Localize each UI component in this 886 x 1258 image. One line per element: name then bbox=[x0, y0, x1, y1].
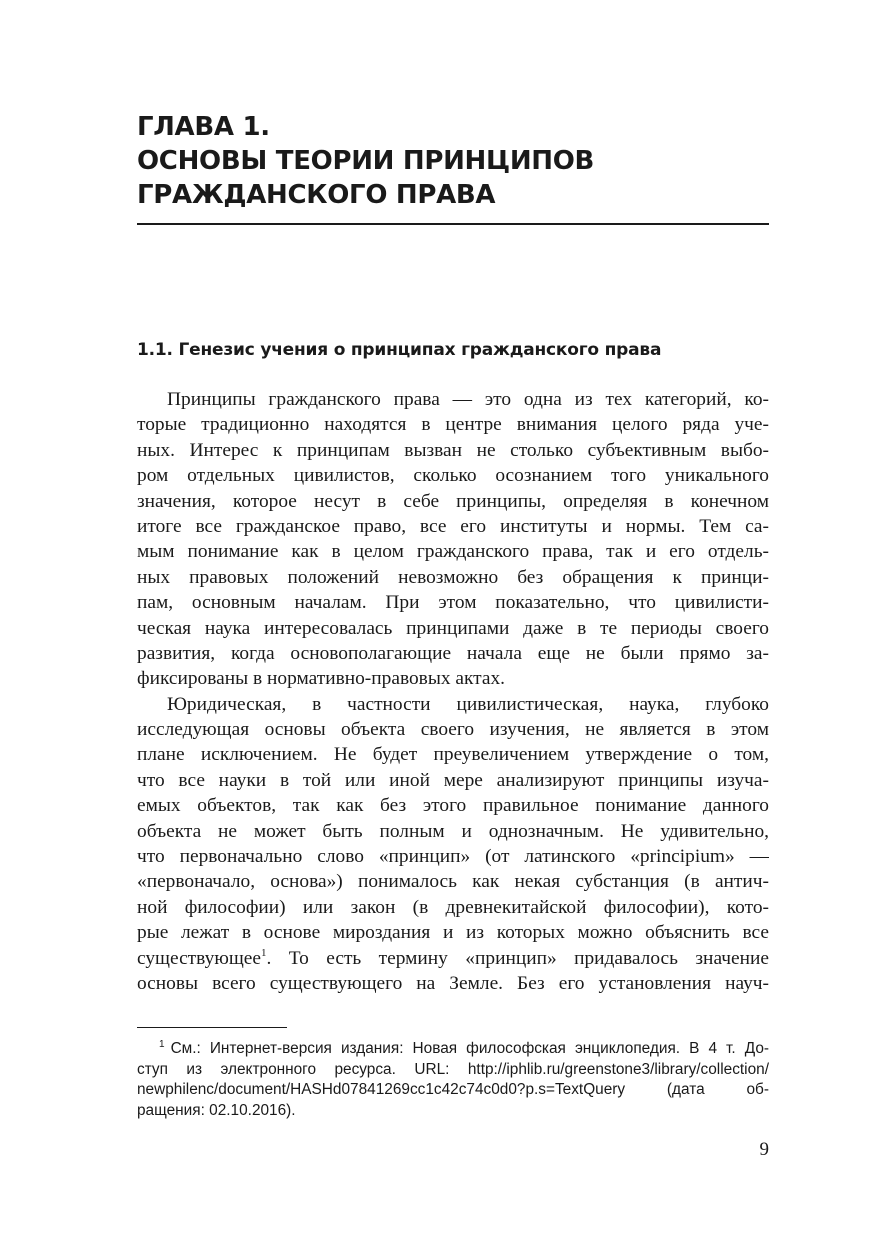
footnote bbox=[137, 1039, 769, 1121]
chapter-title-line: ГЛАВА 1. bbox=[137, 112, 270, 142]
text-line: плане исключением. Не будет преувеличением утверждение о том, bbox=[137, 744, 769, 766]
text-line: торые традиционно находятся в центре внимания целого ряда уче- bbox=[137, 414, 769, 436]
text-line: значения, которое несут в себе принципы, определяя в конечном bbox=[137, 490, 769, 512]
text-line: ной философии) или закон (в древнекитайской философии), кото- bbox=[137, 896, 769, 918]
text-fragment: существующее bbox=[137, 947, 261, 969]
footnote-reference[interactable]: 1 bbox=[260, 946, 267, 959]
footnote-line[interactable]: ступ из электронного ресурса. URL: http://iphlib.ru/greenstone3/library/collection/ bbox=[137, 1060, 769, 1078]
text-line: ных правовых положений невозможно без обращения к принци- bbox=[137, 566, 769, 588]
chapter-rule bbox=[137, 223, 769, 225]
text-line: емых объектов, так как без этого правильное понимание данного bbox=[137, 795, 769, 817]
chapter-title-line: ГРАЖДАНСКОГО ПРАВА bbox=[137, 180, 496, 210]
text-line: что первоначально слово «принцип» (от латинского «principium» — bbox=[137, 846, 769, 868]
footnote-mark: 1 bbox=[159, 1039, 165, 1050]
text-line: развития, когда основополагающие начала еще не были прямо за- bbox=[137, 642, 769, 664]
footnote-separator bbox=[137, 1027, 287, 1028]
text-line: пам, основным началам. При этом показательно, что цивилисти- bbox=[137, 592, 769, 614]
footnote-line: ращения: 02.10.2016). bbox=[137, 1101, 296, 1119]
chapter-title bbox=[137, 110, 769, 212]
text-line: объекта не может быть полным и однозначным. Не удивительно, bbox=[137, 820, 769, 842]
body-text bbox=[137, 387, 769, 996]
footnote-line[interactable]: newphilenc/document/HASHd07841269cc1c42c74c0d0?p.s=TextQuery (дата об- bbox=[137, 1081, 769, 1099]
text-line: фиксированы в нормативно-правовых актах. bbox=[137, 668, 506, 690]
text-line: мым понимание как в целом гражданского права, так и его отдель- bbox=[137, 541, 769, 563]
section-heading: 1.1. Генезис учения о принципах гражданского права bbox=[137, 340, 662, 360]
page-number: 9 bbox=[759, 1139, 769, 1160]
text-line: Юридическая, в частности цивилистическая, наука, глубоко bbox=[167, 693, 769, 715]
text-line: ных. Интерес к принципам вызван не столько субъективным выбо- bbox=[137, 439, 769, 461]
text-line: ческая наука интересовалась принципами даже в те периоды своего bbox=[137, 617, 769, 639]
text-line bbox=[137, 946, 769, 971]
text-line: «первоначало, основа») понималось как некая субстанция (в антич- bbox=[137, 871, 769, 893]
text-line: основы всего существующего на Земле. Без его установления науч- bbox=[137, 972, 769, 994]
text-line: рые лежат в основе мироздания и из которых можно объяснить все bbox=[137, 922, 769, 944]
text-line: ром отдельных цивилистов, сколько осознанием того уникального bbox=[137, 465, 769, 487]
text-fragment: . То есть термину «принцип» придавалось значение bbox=[266, 947, 769, 969]
chapter-title-line: ОСНОВЫ ТЕОРИИ ПРИНЦИПОВ bbox=[137, 146, 595, 176]
text-line: Принципы гражданского права — это одна из тех категорий, ко- bbox=[167, 389, 769, 410]
footnote-text: См.: Интернет-версия издания: Новая философская энциклопедия. В 4 т. До- bbox=[170, 1040, 769, 1057]
text-line: итоге все гражданское право, все его институты и нормы. Тем са- bbox=[137, 515, 769, 537]
text-line: что все науки в той или иной мере анализируют принципы изуча- bbox=[137, 769, 769, 791]
text-line: исследующая основы объекта своего изучения, не является в этом bbox=[137, 719, 769, 741]
footnote-line bbox=[137, 1039, 769, 1060]
